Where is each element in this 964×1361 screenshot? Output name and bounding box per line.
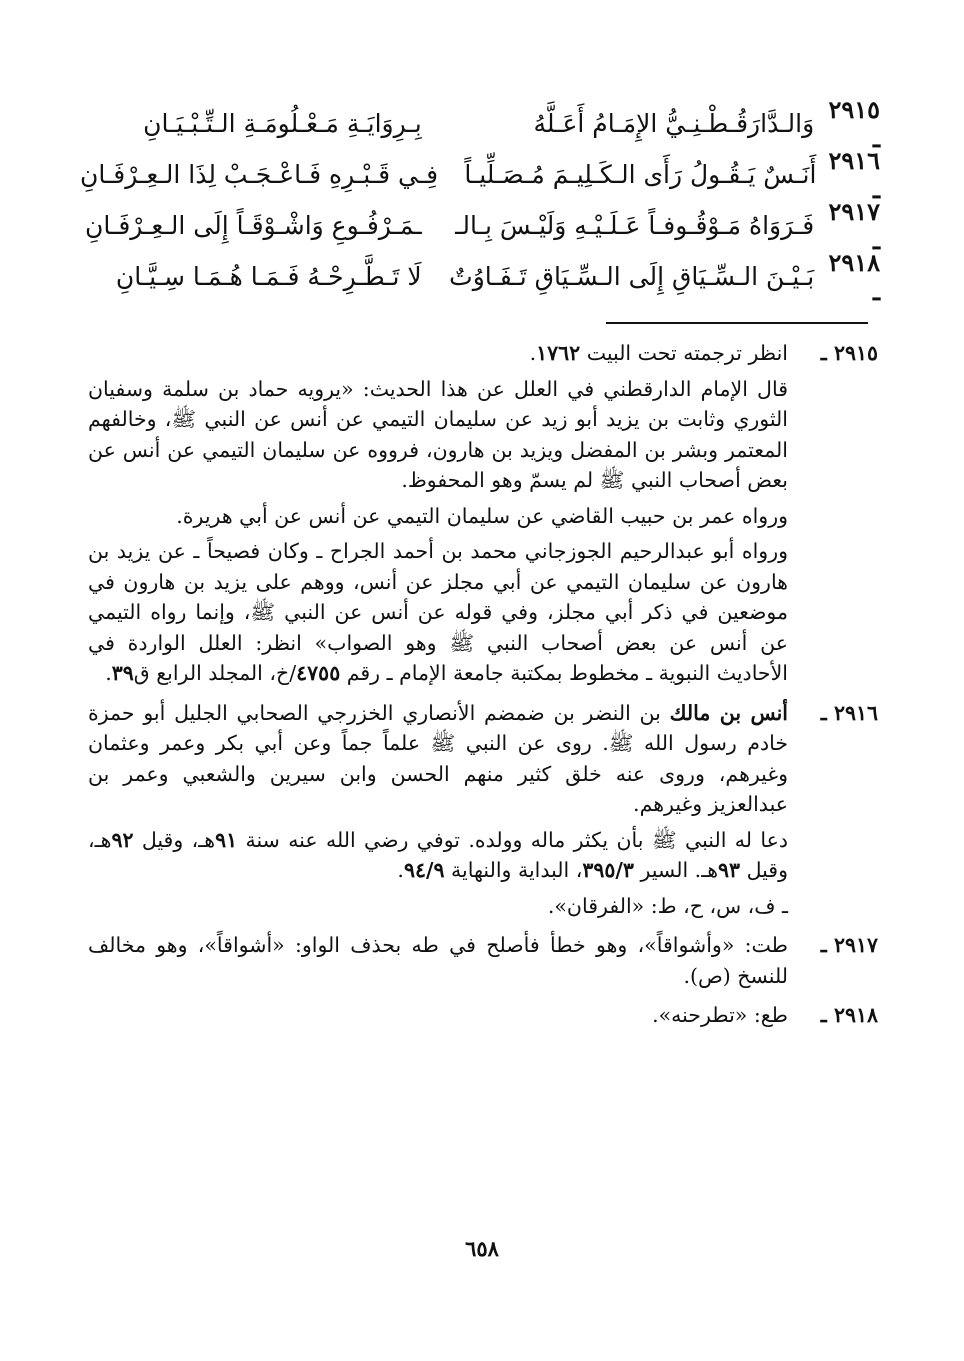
footnote-text: بن النضر بن ضمضم الأنصاري الخزرجي الصحابي الجليل أبو حمزة خادم رسول الله ﷺ. روى عن النبي ﷺ علماً جماً وعن أبي بكر وعمر وعثمان وغيرهم، وروى عنه خلق كثير منهم الحسن وابن سيرين والشعبي وعمر بن عبدالعزيز وغيرهم. — [88, 700, 788, 816]
footnote-2917 — [88, 930, 878, 996]
punctuation: . — [105, 661, 112, 685]
footnote-paragraph — [88, 536, 788, 689]
footnote-number: ٢٩١٥ ـ — [820, 341, 878, 365]
footnote-text: دعا له النبي ﷺ بأن يكثر ماله وولده. توفي رضي الله عنه سنة — [245, 827, 788, 852]
verse-first-hemistich: وَالـدَّارَقُـطْـنِـيُّ الإِمَـامُ أَعَـلَّهُ — [533, 109, 815, 138]
verse-second-hemistich: ـمَـرْفُـوعِ وَاشْـوْقَـاً إِلَى الـعِـرْفَـانِ — [85, 211, 422, 240]
footnotes — [88, 338, 878, 1040]
verse-2915 — [80, 94, 880, 153]
footnote-line — [88, 338, 788, 369]
footnote-text: ، البداية والنهاية — [451, 858, 583, 882]
footnote-text: /خ، المجلد الرابع ق — [133, 661, 297, 685]
footnote-divider — [606, 322, 868, 324]
verse-reference: ١٧٦٢ — [536, 341, 581, 365]
page-number: ٦٥٨ — [465, 1236, 499, 1261]
footnote-body — [88, 698, 788, 927]
verse-number: ٢٩١٥ ـ — [828, 94, 880, 153]
folio-number: ٣٩ — [111, 661, 134, 685]
footnote-paragraph: طت: «وأشواقاً»، وهو خطأ فأصلح في طه بحذف الواو: «أشواقاً»، وهو مخالف للنسخ (ص). — [88, 933, 788, 988]
verse-second-hemistich: فِـي قَـبْـرِهِ فَـاعْـجَـبْ لِذَا الـعِـرْفَـانِ — [80, 160, 439, 189]
poem-verses — [80, 94, 880, 306]
verse-number: ٢٩١٧ ـ — [828, 196, 880, 255]
biography-name: أنس بن مالك — [669, 700, 788, 725]
footnote-paragraph — [88, 698, 788, 820]
verse-second-hemistich: بِـرِوَايَـةِ مَـعْـلُومَـةِ الـتِّـبْـيَـانِ — [143, 109, 422, 138]
footnote-text: هـ. السير — [640, 858, 719, 882]
volume-page-reference: ٣٩٥/٣ — [582, 858, 634, 882]
verse-first-hemistich: فَـرَوَاهُ مَـوْقُـوفـاً عَـلَـيْـهِ وَلَيْـسَ بِـالـ — [455, 211, 815, 240]
footnote-paragraph: طع: «تطرحنه». — [652, 1003, 788, 1027]
year-number: ٩٢ — [111, 827, 134, 852]
footnote-paragraph: ورواه عمر بن حبيب القاضي عن سليمان التيمي عن أنس عن أبي هريرة. — [176, 503, 788, 528]
footnote-text: هـ، وقيل — [88, 827, 788, 882]
punctuation: . — [529, 341, 537, 365]
year-number: ٩٣ — [718, 858, 741, 882]
footnote-text: انظر ترجمته تحت البيت — [586, 341, 788, 365]
verse-number: ٢٩١٦ ـ — [828, 145, 880, 204]
verse-number: ٢٩١٨ ـ — [828, 247, 880, 306]
footnote-2918 — [88, 1000, 878, 1036]
footnote-number: ٢٩١٧ ـ — [820, 933, 878, 957]
verse-2918 — [80, 247, 880, 306]
footnote-2915 — [88, 338, 878, 694]
punctuation: . — [397, 858, 404, 882]
volume-page-reference: ٩٤/٩ — [403, 858, 445, 882]
footnote-body — [88, 1000, 788, 1036]
footnote-number: ٢٩١٦ ـ — [820, 700, 878, 725]
verse-first-hemistich: بَـيْـنَ الـسِّـيَاقِ إِلَى الـسِّـيَاقِ تَـفَـاوُتٌ — [449, 262, 815, 291]
footnote-text: هـ، وقيل — [141, 827, 216, 852]
footnote-body — [88, 930, 788, 996]
verse-2916 — [80, 145, 880, 204]
verse-second-hemistich: لَا تَـطَّـرِحْـهُ فَـمَـا هُـمَـا سِـيَّـانِ — [115, 262, 422, 291]
footnote-paragraph: قال الإمام الدارقطني في العلل عن هذا الحديث: «يرويه حماد بن سلمة وسفيان الثوري وثابت بن يزيد أبو زيد عن سليمان التيمي عن أنس عن النبي ﷺ، وخالفهم المعتمر وبشر بن المفضل ويزيد بن هارون، فرووه عن سليمان التيمي عن أنس عن بعض أصحاب النبي ﷺ لم يسمّ وهو المحفوظ. — [88, 376, 788, 492]
manuscript-number: ٤٧٥٥ — [296, 661, 341, 685]
footnote-body — [88, 338, 788, 694]
verse-first-hemistich: أَنَـسٌ يَـقُـولُ رَأَى الـكَـلِيـمَ مُـصَـلِّيـاً — [464, 160, 817, 189]
footnote-paragraph: ـ ف، س، ح، ط: «الفرقان». — [547, 893, 788, 918]
year-number: ٩١ — [215, 827, 238, 852]
footnote-paragraph — [88, 825, 788, 886]
footnote-number: ٢٩١٨ ـ — [820, 1003, 878, 1027]
verse-2917 — [80, 196, 880, 255]
footnote-2916 — [88, 698, 878, 927]
footnote-text: ورواه أبو عبدالرحيم الجوزجاني محمد بن أحمد الجراح ـ وكان فصيحاً ـ عن يزيد بن هارون عن سليمان التيمي عن أبي مجلز عن أنس، ووهم على يزيد بن هارون في موضعين في ذكر أبي مجلز، وفي قوله عن أنس عن النبي ﷺ، وإنما رواه التيمي عن أنس عن بعض أصحاب النبي ﷺ وهو الصواب» انظر: العلل الواردة في الأحاديث النبوية ـ مخطوط بمكتبة جامعة الإمام ـ رقم — [88, 539, 788, 685]
